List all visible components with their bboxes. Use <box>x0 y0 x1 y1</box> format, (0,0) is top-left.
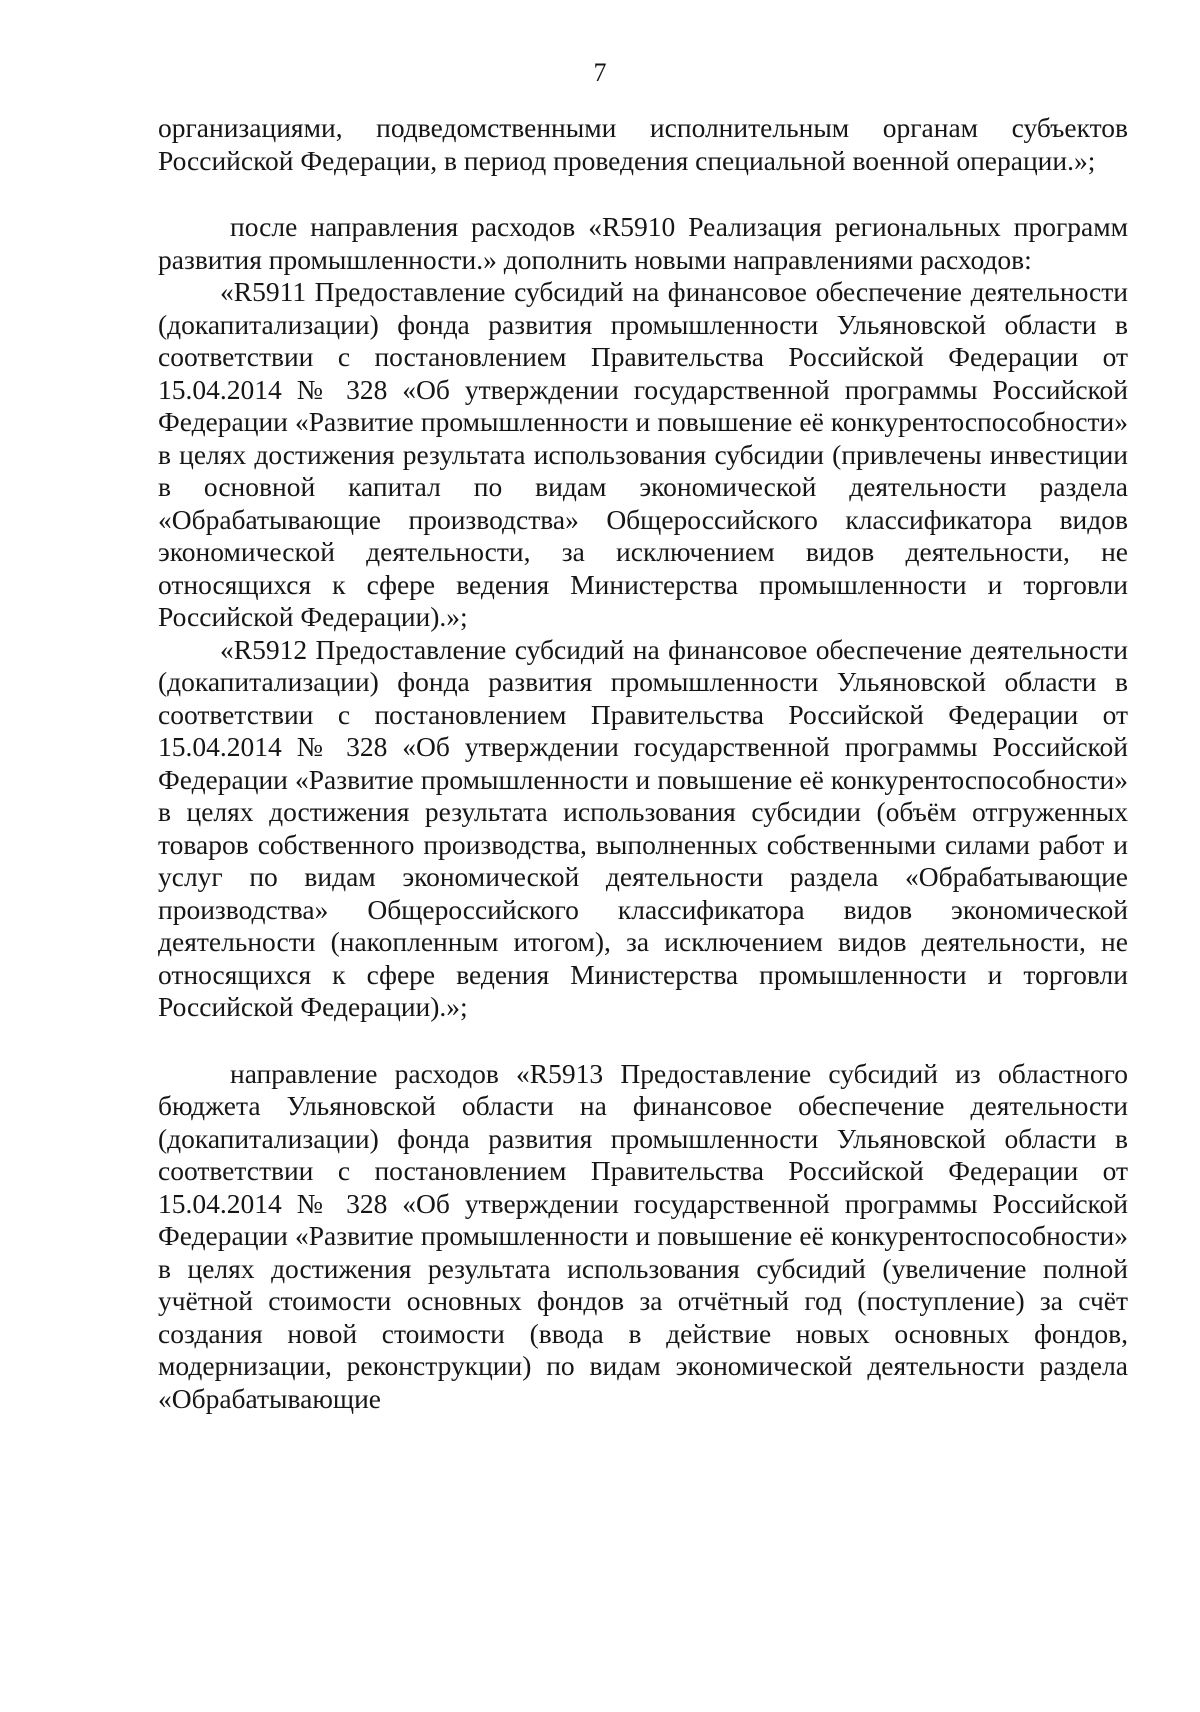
document-body <box>158 112 1128 1415</box>
paragraph-r5911: «R5911 Предоставление субсидий на финансовое обеспечение деятельности (докапитализации) фонда развития промышленности Ульяновской области в соответствии с постановлением Правительства Российской Федерации от 15.04.2014 № 328 «Об утверждении государственной программы Российской Федерации «Развитие промышленности и повышение её конкурентоспособности» в целях достижения результата использования субсидии (привлечены инвестиции в основной капитал по видам экономической деятельности раздела «Обрабатывающие производства» Общероссийского классификатора видов экономической деятельности, за исключением видов деятельности, не относящихся к сфере ведения Министерства промышленности и торговли Российской Федерации).»; <box>158 276 1128 632</box>
paragraph-continuation: организациями, подведомственными исполнительным органам субъектов Российской Федерации, в период проведения специальной военной операции.»; <box>158 112 1128 176</box>
paragraph-after-r5910: после направления расходов «R5910 Реализация региональных программ развития промышленности.» дополнить новыми направлениями расходов: <box>158 211 1128 275</box>
paragraph-r5913: направление расходов «R5913 Предоставление субсидий из областного бюджета Ульяновской области на финансовое обеспечение деятельности (докапитализации) фонда развития промышленности Ульяновской области в соответствии с постановлением Правительства Российской Федерации от 15.04.2014 № 328 «Об утверждении государственной программы Российской Федерации «Развитие промышленности и повышение её конкурентоспособности» в целях достижения результата использования субсидий (увеличение полной учётной стоимости основных фондов за отчётный год (поступление) за счёт создания новой стоимости (ввода в действие новых основных фондов, модернизации, реконструкции) по видам экономической деятельности раздела «Обрабатывающие <box>158 1057 1128 1414</box>
page-number: 7 <box>593 58 607 87</box>
paragraph-r5912: «R5912 Предоставление субсидий на финансовое обеспечение деятельности (докапитализации) фонда развития промышленности Ульяновской области в соответствии с постановлением Правительства Российской Федерации от 15.04.2014 № 328 «Об утверждении государственной программы Российской Федерации «Развитие промышленности и повышение её конкурентоспособности» в целях достижения результата использования субсидии (объём отгруженных товаров собственного производства, выполненных собственными силами работ и услуг по видам экономической деятельности раздела «Обрабатывающие производства» Общероссийского классификатора видов экономической деятельности (накопленным итогом), за исключением видов деятельности, не относящихся к сфере ведения Министерства промышленности и торговли Российской Федерации).»; <box>158 633 1128 1022</box>
